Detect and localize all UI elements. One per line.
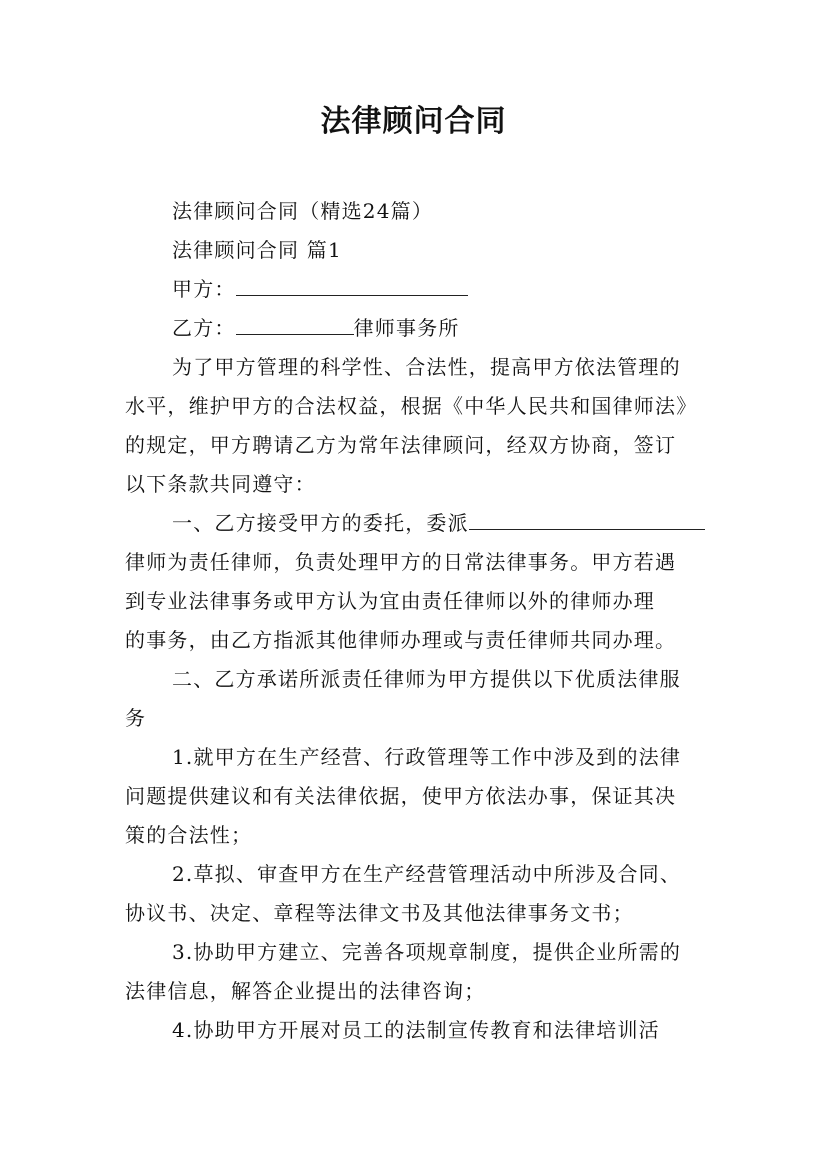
- list-item-line: 2.草拟、审查甲方在生产经营管理活动中所涉及合同、: [172, 862, 682, 886]
- party-a-label: 甲方：: [172, 277, 236, 301]
- paragraph-line: 法律信息，解答企业提出的法律咨询；: [125, 979, 486, 1003]
- party-a-blank: [236, 275, 468, 296]
- paragraph-line: 二、乙方承诺所派责任律师为甲方提供以下优质法律服: [172, 667, 681, 691]
- paragraph-line: 律师为责任律师，负责处理甲方的日常法律事务。甲方若遇: [125, 550, 677, 574]
- party-b-suffix: 律师事务所: [353, 316, 460, 340]
- party-b-label: 乙方：: [172, 316, 236, 340]
- document-title: 法律顾问合同: [320, 104, 507, 139]
- paragraph-line: 策的合法性；: [125, 823, 253, 847]
- clause-one-text: 一、乙方接受甲方的委托，委派: [172, 511, 469, 535]
- list-item-line: 1.就甲方在生产经营、行政管理等工作中涉及到的法律: [172, 745, 682, 769]
- appointed-lawyer-blank: [469, 509, 705, 530]
- clause-one-line: [172, 508, 762, 538]
- paragraph-line: 到专业法律事务或甲方认为宜由责任律师以外的律师办理: [125, 589, 655, 613]
- document-subtitle: 法律顾问合同（精选24篇）: [172, 199, 434, 223]
- party-b-line: [172, 313, 762, 343]
- paragraph-line: 的事务，由乙方指派其他律师办理或与责任律师共同办理。: [125, 628, 677, 652]
- paragraph-line: 水平，维护甲方的合法权益，根据《中华人民共和国律师法》: [125, 394, 698, 418]
- party-a-line: [172, 274, 762, 304]
- section-heading: 法律顾问合同 篇1: [172, 238, 342, 262]
- paragraph-line: 的规定，甲方聘请乙方为常年法律顾问，经双方协商，签订: [125, 433, 677, 457]
- paragraph-line: 问题提供建议和有关法律依据，使甲方依法办事，保证其决: [125, 784, 677, 808]
- list-item-line: 3.协助甲方建立、完善各项规章制度，提供企业所需的: [172, 940, 682, 964]
- paragraph-line: 为了甲方管理的科学性、合法性，提高甲方依法管理的: [172, 355, 681, 379]
- paragraph-line: 以下条款共同遵守：: [125, 472, 316, 496]
- list-item-line: 4.协助甲方开展对员工的法制宣传教育和法律培训活: [172, 1018, 660, 1042]
- paragraph-line: 协议书、决定、章程等法律文书及其他法律事务文书；: [125, 901, 634, 925]
- paragraph-line: 务: [125, 706, 147, 730]
- party-b-blank: [236, 314, 354, 335]
